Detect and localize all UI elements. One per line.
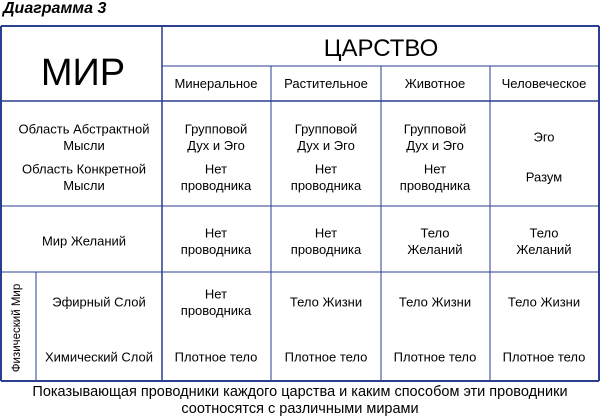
column-header-animal: Животное [404, 76, 466, 91]
cell-concrete-2-line-1: Нет [314, 161, 338, 177]
cell-abstract-3-line-2: Дух и Эго [406, 137, 464, 153]
cell-abstract-4-line-1: Эго [533, 129, 555, 145]
cell-desire-3-line-2: Желаний [407, 241, 463, 257]
cell-abstract-3-line-1: Групповой [403, 121, 467, 137]
cell-abstract-2-line-2: Дух и Эго [297, 137, 355, 153]
row-label-chemical-line-1: Химический Слой [44, 349, 154, 365]
diagram-title: Диаграмма 3 [3, 0, 107, 17]
cell-concrete-1-line-1: Нет [204, 161, 228, 177]
cell-chemical-3-line-1: Плотное тело [393, 349, 477, 365]
cell-abstract-2-line-1: Групповой [294, 121, 358, 137]
row-label-abstract-line-2: Мысли [63, 137, 105, 153]
cell-etheric-3-line-1: Тело Жизни [398, 294, 472, 310]
physical-world-label: Физический Мир [11, 283, 23, 373]
cell-concrete-1-line-2: проводника [180, 177, 252, 193]
row-label-concrete-line-1: Область Конкретной [22, 161, 146, 177]
caption-line-2: соотносятся с различными мирами [181, 401, 419, 417]
cell-abstract-1-line-2: Дух и Эго [187, 137, 245, 153]
caption-line-1: Показывающая проводники каждого царства и каким способом эти проводники [32, 384, 568, 400]
cell-desire-2-line-1: Нет [314, 225, 338, 241]
row-label-desire-line-1: Мир Желаний [41, 233, 127, 249]
row-label-abstract-line-1: Область Абстрактной [18, 121, 150, 137]
cell-etheric-1-line-1: Нет [204, 286, 228, 302]
cell-concrete-3-line-2: проводника [399, 177, 471, 193]
row-label-concrete-line-2: Мысли [63, 177, 105, 193]
cell-concrete-3-line-1: Нет [423, 161, 447, 177]
cell-chemical-1-line-1: Плотное тело [174, 349, 258, 365]
cell-desire-2-line-2: проводника [290, 241, 362, 257]
column-header-plant: Растительное [284, 76, 368, 91]
diagram-caption [0, 384, 600, 418]
row-label-etheric-line-1: Эфирный Слой [52, 294, 146, 310]
column-header-human: Человеческое [501, 76, 587, 91]
cell-chemical-4-line-1: Плотное тело [502, 349, 586, 365]
cell-etheric-2-line-1: Тело Жизни [289, 294, 363, 310]
cell-desire-1-line-2: проводника [180, 241, 252, 257]
cell-etheric-1-line-2: проводника [180, 302, 252, 318]
cell-etheric-4-line-1: Тело Жизни [507, 294, 581, 310]
kingdom-header: ЦАРСТВО [323, 35, 439, 62]
cell-desire-4-line-2: Желаний [516, 241, 572, 257]
table-cells [19, 121, 586, 364]
cell-chemical-2-line-1: Плотное тело [284, 349, 368, 365]
cell-concrete-2-line-2: проводника [290, 177, 362, 193]
cell-desire-4-line-1: Тело [529, 225, 559, 241]
cell-abstract-1-line-1: Групповой [184, 121, 248, 137]
cell-concrete-4-line-1: Разум [525, 169, 563, 185]
cell-desire-1-line-1: Нет [204, 225, 228, 241]
column-header-mineral: Минеральное [174, 76, 258, 91]
cell-desire-3-line-1: Тело [420, 225, 450, 241]
world-header: МИР [40, 52, 126, 94]
